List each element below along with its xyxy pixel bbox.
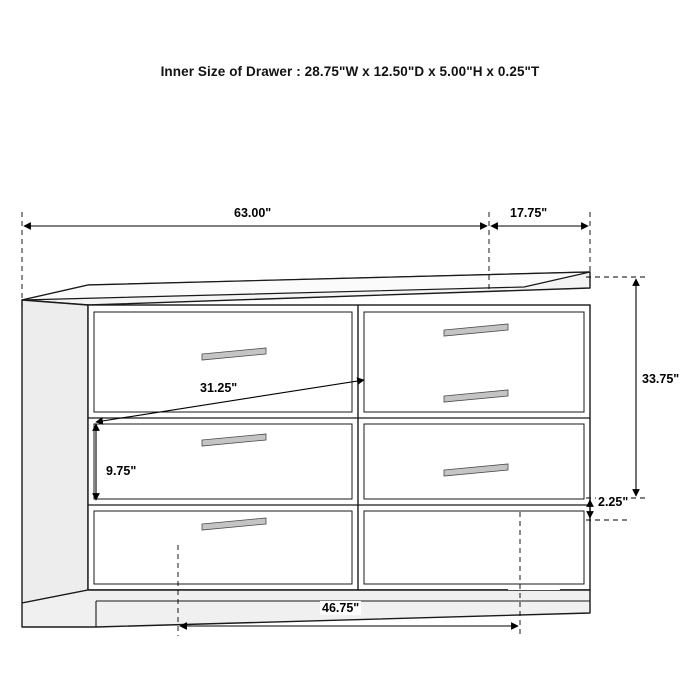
drawer-front-top-left <box>94 312 352 412</box>
page-title: Inner Size of Drawer : 28.75"W x 12.50"D x 5.00"H x 0.25"T <box>160 64 540 79</box>
drawer-front-bottom-right <box>364 511 584 584</box>
drawer-front-middle-left <box>94 424 352 499</box>
dresser-base-plinth <box>22 590 590 627</box>
dimension-label-base-width: 46.75" <box>322 601 360 615</box>
dimension-label-base-clearance: 2.25" <box>598 495 629 509</box>
dimension-label-drawer-front-height: 9.75" <box>106 464 137 478</box>
drawer-front-middle-right <box>364 424 584 499</box>
dresser-left-side-panel <box>22 300 88 603</box>
dimension-label-overall-width: 63.00" <box>234 206 272 220</box>
dresser-illustration <box>22 272 590 627</box>
dimension-label-drawer-interior-width: 31.25" <box>200 381 238 395</box>
dimension-label-overall-height: 33.75" <box>642 372 680 386</box>
dimension-label-depth: 17.75" <box>510 206 548 220</box>
